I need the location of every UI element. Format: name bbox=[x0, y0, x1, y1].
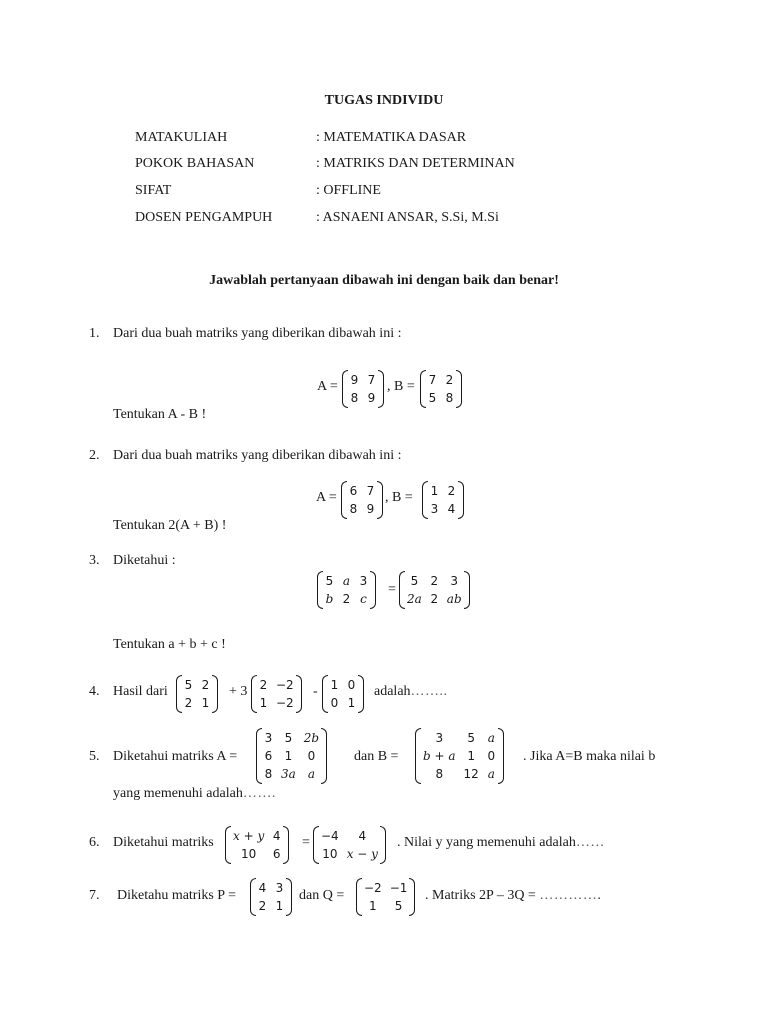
matrix-left bbox=[317, 571, 376, 609]
matrix-cell: 1 bbox=[259, 696, 268, 710]
matrix-cell: 1 bbox=[330, 678, 339, 692]
matrix-right bbox=[313, 826, 386, 864]
matrix-right-bracket bbox=[212, 675, 218, 713]
question-number: 7. bbox=[89, 888, 100, 903]
matrix-right-bracket bbox=[358, 675, 364, 713]
matrix-grid bbox=[426, 370, 456, 408]
matrix-cell: 3 bbox=[359, 574, 368, 588]
matrix-b-label: , B = bbox=[387, 379, 415, 394]
question-4-tail: adalah…….. bbox=[374, 684, 448, 699]
question-1-intro: Dari dua buah matriks yang diberikan dibawah ini : bbox=[113, 326, 402, 341]
info-value-dosen: : ASNAENI ANSAR, S.Si, M.Si bbox=[316, 210, 499, 225]
matrix-right-bracket bbox=[380, 826, 386, 864]
matrix-grid bbox=[256, 878, 286, 916]
question-7-text: Diketahu matriks P = bbox=[117, 888, 236, 903]
matrix-cell: 1 bbox=[467, 749, 475, 763]
matrix-cell: 4 bbox=[258, 881, 267, 895]
question-5-text: Diketahui matriks A = bbox=[113, 749, 238, 764]
matrix-p bbox=[250, 878, 292, 916]
matrix-grid bbox=[347, 481, 377, 519]
matrix-cell: 8 bbox=[435, 767, 444, 781]
matrix-cell: 2 bbox=[430, 592, 439, 606]
matrix-cell: c bbox=[360, 592, 367, 606]
matrix-cell: −2 bbox=[364, 881, 382, 895]
matrix-cell: 2 bbox=[342, 592, 351, 606]
matrix-right-bracket bbox=[464, 571, 470, 609]
matrix-cell: 5 bbox=[394, 899, 403, 913]
matrix-right-bracket bbox=[456, 370, 462, 408]
matrix-cell: 0 bbox=[330, 696, 339, 710]
matrix-cell: −1 bbox=[389, 881, 408, 895]
matrix-cell: 6 bbox=[349, 484, 358, 498]
matrix-cell: 5 bbox=[428, 391, 437, 405]
matrix-cell: 5 bbox=[467, 731, 475, 745]
matrix-cell: b bbox=[325, 592, 334, 606]
matrix-cell: 4 bbox=[447, 502, 456, 516]
question-number: 5. bbox=[89, 749, 100, 764]
info-label-dosen: DOSEN PENGAMPUH bbox=[135, 210, 273, 225]
matrix-grid bbox=[362, 878, 409, 916]
question-5-and: dan B = bbox=[354, 749, 399, 764]
matrix-grid bbox=[348, 370, 378, 408]
matrix-right bbox=[399, 571, 470, 609]
matrix-right-bracket bbox=[321, 728, 327, 784]
matrix-cell: a bbox=[487, 767, 495, 781]
matrix-right-bracket bbox=[370, 571, 376, 609]
question-2-task: Tentukan 2(A + B) ! bbox=[113, 518, 227, 533]
matrix-grid bbox=[428, 481, 458, 519]
operator-minus: - bbox=[313, 684, 318, 699]
matrix-right-bracket bbox=[377, 481, 383, 519]
matrix-cell: b + a bbox=[423, 749, 456, 763]
matrix-cell: 9 bbox=[366, 502, 375, 516]
matrix-3 bbox=[322, 675, 364, 713]
matrix-cell: 5 bbox=[184, 678, 193, 692]
matrix-a bbox=[256, 728, 327, 784]
instruction-heading: Jawablah pertanyaan dibawah ini dengan baik dan benar! bbox=[209, 273, 559, 288]
question-6-text: Diketahui matriks bbox=[113, 835, 214, 850]
matrix-1 bbox=[176, 675, 218, 713]
info-label-matakuliah: MATAKULIAH bbox=[135, 130, 228, 145]
info-value-matakuliah: : MATEMATIKA DASAR bbox=[316, 130, 467, 145]
matrix-cell: a bbox=[487, 731, 495, 745]
matrix-cell: 8 bbox=[350, 391, 359, 405]
matrix-b-label: , B = bbox=[385, 490, 413, 505]
matrix-cell: 2 bbox=[201, 678, 210, 692]
matrix-cell: 0 bbox=[307, 749, 316, 763]
matrix-cell: 9 bbox=[367, 391, 376, 405]
matrix-cell: 3 bbox=[430, 502, 439, 516]
matrix-b bbox=[415, 728, 504, 784]
matrix-cell: x + y bbox=[233, 829, 265, 843]
matrix-cell: 8 bbox=[445, 391, 454, 405]
matrix-b bbox=[420, 370, 462, 408]
matrix-cell: 7 bbox=[366, 484, 375, 498]
matrix-cell: 2 bbox=[445, 373, 454, 387]
matrix-grid bbox=[405, 571, 464, 609]
matrix-cell: 0 bbox=[487, 749, 496, 763]
question-number: 3. bbox=[89, 553, 100, 568]
matrix-grid bbox=[323, 571, 370, 609]
matrix-cell: x − y bbox=[346, 847, 378, 861]
matrix-grid bbox=[231, 826, 283, 864]
question-7-tail: . Matriks 2P – 3Q = …………. bbox=[425, 888, 601, 903]
matrix-cell: 5 bbox=[284, 731, 293, 745]
page-title: TUGAS INDIVIDU bbox=[324, 93, 444, 108]
matrix-cell: 10 bbox=[322, 847, 338, 861]
question-4-text: Hasil dari bbox=[113, 684, 168, 699]
matrix-cell: 12 bbox=[463, 767, 479, 781]
matrix-cell: 1 bbox=[369, 899, 377, 913]
matrix-cell: 2b bbox=[303, 731, 320, 745]
matrix-right-bracket bbox=[283, 826, 289, 864]
matrix-cell: 8 bbox=[349, 502, 358, 516]
question-5-line2: yang memenuhi adalah……. bbox=[113, 786, 276, 801]
question-number: 1. bbox=[89, 326, 100, 341]
matrix-cell: 6 bbox=[264, 749, 273, 763]
matrix-cell: a bbox=[307, 767, 316, 781]
matrix-cell: 6 bbox=[272, 847, 281, 861]
equals-sign: = bbox=[302, 835, 310, 850]
question-number: 6. bbox=[89, 835, 100, 850]
matrix-cell: 5 bbox=[410, 574, 419, 588]
matrix-grid bbox=[182, 675, 212, 713]
matrix-q bbox=[356, 878, 415, 916]
question-number: 2. bbox=[89, 448, 100, 463]
matrix-cell: 2a bbox=[407, 592, 422, 606]
matrix-cell: 3 bbox=[435, 731, 444, 745]
matrix-2 bbox=[251, 675, 302, 713]
matrix-cell: 4 bbox=[358, 829, 367, 843]
matrix-cell: 4 bbox=[272, 829, 281, 843]
matrix-cell: −2 bbox=[276, 696, 294, 710]
matrix-cell: 2 bbox=[258, 899, 267, 913]
info-value-pokok-bahasan: : MATRIKS DAN DETERMINAN bbox=[316, 156, 515, 171]
matrix-cell: 1 bbox=[201, 696, 210, 710]
question-3-intro: Diketahui : bbox=[113, 553, 176, 568]
question-6-tail: . Nilai y yang memenuhi adalah…… bbox=[397, 835, 605, 850]
matrix-cell: 3a bbox=[281, 767, 296, 781]
matrix-cell: 2 bbox=[447, 484, 456, 498]
matrix-cell: 3 bbox=[450, 574, 459, 588]
matrix-right-bracket bbox=[409, 878, 415, 916]
matrix-cell: 2 bbox=[430, 574, 439, 588]
matrix-grid bbox=[421, 728, 498, 784]
question-5-condition: . Jika A=B maka nilai b bbox=[523, 749, 656, 764]
info-label-sifat: SIFAT bbox=[135, 183, 172, 198]
question-number: 4. bbox=[89, 684, 100, 699]
matrix-cell: 7 bbox=[428, 373, 437, 387]
matrix-cell: 1 bbox=[347, 696, 356, 710]
question-1-task: Tentukan A - B ! bbox=[113, 407, 207, 422]
matrix-cell: −2 bbox=[276, 678, 294, 692]
matrix-grid bbox=[262, 728, 321, 784]
matrix-left bbox=[225, 826, 289, 864]
matrix-cell: 3 bbox=[264, 731, 273, 745]
matrix-a bbox=[342, 370, 384, 408]
matrix-cell: 7 bbox=[367, 373, 376, 387]
info-value-sifat: : OFFLINE bbox=[316, 183, 381, 198]
question-3-task: Tentukan a + b + c ! bbox=[113, 637, 226, 652]
matrix-cell: 2 bbox=[184, 696, 193, 710]
matrix-b bbox=[422, 481, 464, 519]
matrix-right-bracket bbox=[458, 481, 464, 519]
matrix-cell: a bbox=[342, 574, 351, 588]
matrix-cell: 0 bbox=[347, 678, 356, 692]
matrix-grid bbox=[328, 675, 358, 713]
matrix-cell: 1 bbox=[275, 899, 284, 913]
matrix-right-bracket bbox=[286, 878, 292, 916]
info-label-pokok-bahasan: POKOK BAHASAN bbox=[135, 156, 255, 171]
matrix-cell: 1 bbox=[284, 749, 293, 763]
matrix-cell: 9 bbox=[350, 373, 359, 387]
matrix-cell: −4 bbox=[321, 829, 339, 843]
matrix-right-bracket bbox=[296, 675, 302, 713]
matrix-a bbox=[341, 481, 383, 519]
matrix-cell: 3 bbox=[275, 881, 284, 895]
matrix-grid bbox=[319, 826, 380, 864]
matrix-a-label: A = bbox=[316, 490, 337, 505]
matrix-grid bbox=[257, 675, 296, 713]
matrix-cell: 10 bbox=[240, 847, 257, 861]
matrix-right-bracket bbox=[378, 370, 384, 408]
matrix-a-label: A = bbox=[317, 379, 338, 394]
matrix-cell: 2 bbox=[259, 678, 268, 692]
question-2-intro: Dari dua buah matriks yang diberikan dibawah ini : bbox=[113, 448, 402, 463]
matrix-right-bracket bbox=[498, 728, 504, 784]
matrix-cell: ab bbox=[446, 592, 462, 606]
matrix-cell: 8 bbox=[264, 767, 273, 781]
matrix-cell: 1 bbox=[430, 484, 439, 498]
equals-sign: = bbox=[388, 582, 396, 597]
operator-plus: + 3 bbox=[229, 684, 248, 699]
matrix-cell: 5 bbox=[325, 574, 334, 588]
question-7-and: dan Q = bbox=[299, 888, 345, 903]
